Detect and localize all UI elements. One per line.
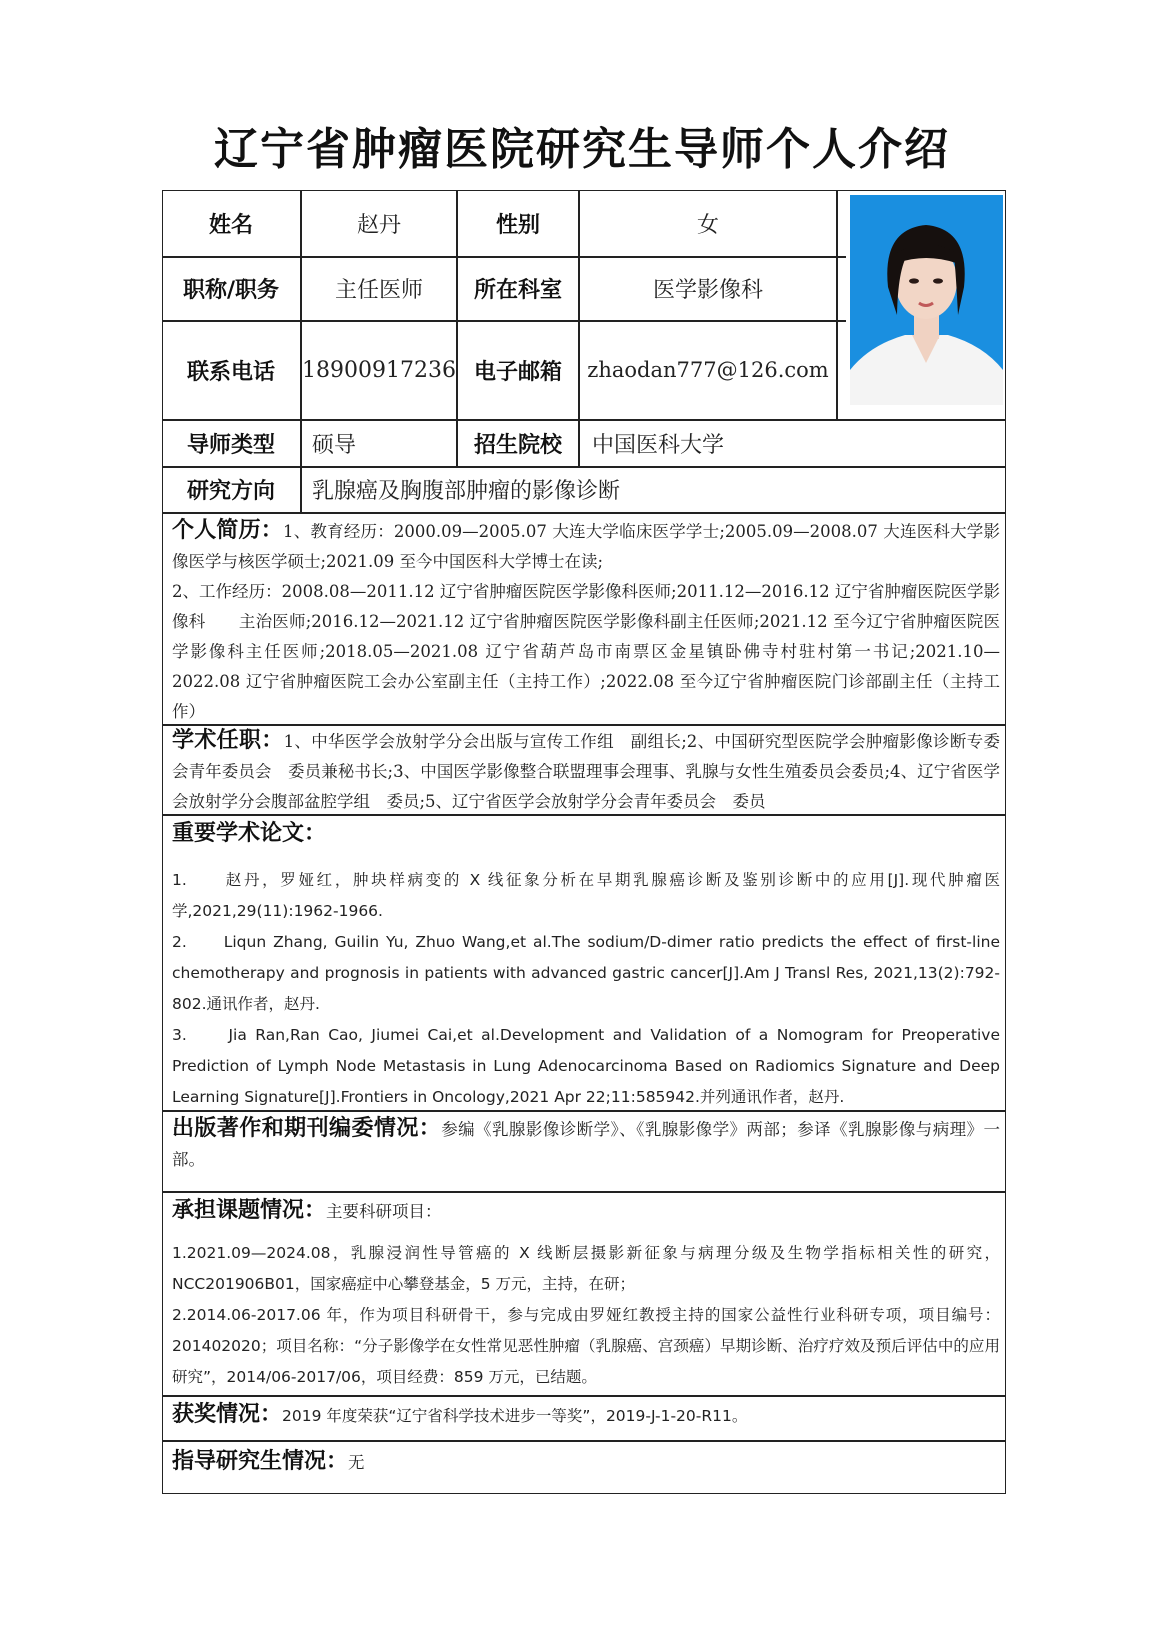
- paper-item: 1. 赵丹，罗娅红，肿块样病变的 X 线征象分析在早期乳腺癌诊断及鉴别诊断中的应用[J].现代肿瘤医学,2021,29(11):1962-1966.: [172, 871, 1000, 920]
- job-title-label: 职称/职务: [182, 278, 280, 303]
- phone-label: 联系电话: [186, 359, 275, 385]
- awards-heading: 获奖情况：: [172, 1402, 283, 1427]
- row-divider: [162, 512, 1006, 514]
- papers-heading: 重要学术论文：: [172, 821, 327, 846]
- projects-heading: 承担课题情况：: [172, 1198, 327, 1223]
- job-title-value: 主任医师: [334, 278, 423, 303]
- paper-item: 3. Jia Ran,Ran Cao, Jiumei Cai,et al.Development and Validation of a Nomogram for Preoperative Prediction of Lymph Node Metastasis in Lung Adenocarcinoma Based on Radiomics Signature and Deep Learning Signature[J].Frontiers in Oncology,2021 Apr 22;11:585942.并列通讯作者，赵丹.: [172, 1026, 1000, 1106]
- projects-intro: 主要科研项目：: [326, 1202, 442, 1221]
- research-direction-label: 研究方向: [186, 479, 275, 504]
- project-item: 1.2021.09—2024.08，乳腺浸润性导管癌的 X 线断层摄影新征象与病理分级及生物学指标相关性的研究，NCC201906B01，国家癌症中心攀登基金，5 万元，主持，在研；: [172, 1244, 1000, 1293]
- books-section: [172, 1114, 1000, 1175]
- resume-work: 2、工作经历：2008.08—2011.12 辽宁省肿瘤医院医学影像科医师;2011.12—2016.12 辽宁省肿瘤医院医学影像科 主治医师;2016.12—2021.12 辽宁省肿瘤医院医学影像科副主任医师;2021.12 至今辽宁省肿瘤医院医学影像科主任医师;2018.05—2021.08 辽宁省葫芦岛市南票区金星镇卧佛寺村驻村第一书记;2021.10—2022.08 辽宁省肿瘤医院工会办公室副主任（主持工作）;2022.08 至今辽宁省肿瘤医院门诊部副主任（主持工作）: [172, 582, 1000, 721]
- gender-label: 性别: [495, 212, 540, 238]
- gender-value: 女: [696, 212, 719, 238]
- portrait-photo: [850, 195, 1003, 405]
- department-label: 所在科室: [473, 278, 562, 303]
- mentor-type-label: 导师类型: [186, 432, 275, 458]
- email-value: zhaodan777@126.com: [587, 358, 829, 382]
- project-item: 2.2014.06-2017.06 年，作为项目科研骨干，参与完成由罗娅红教授主持的国家公益性行业科研专项，项目编号：201402020；项目名称：“分子影像学在女性常见恶性肿瘤（乳腺癌、宫颈癌）早期诊断、治疗疗效及预后评估中的应用研究”，2014/06-2017/06，项目经费：859 万元，已结题。: [172, 1306, 1000, 1386]
- books-heading: 出版著作和期刊编委情况：: [172, 1116, 442, 1141]
- awards-text: 2019 年度荣获“辽宁省科学技术进步一等奖”，2019-J-1-20-R11。: [282, 1407, 748, 1425]
- resume-section: [172, 516, 1000, 727]
- name-label: 姓名: [208, 212, 253, 238]
- paper-item: 2. Liqun Zhang, Guilin Yu, Zhuo Wang,et al.The sodium/D-dimer ratio predicts the effect of first-line chemotherapy and prognosis in patients with advanced gastric cancer[J].Am J Transl Res, 2021,13(2):792-802.通讯作者，赵丹.: [172, 933, 1000, 1013]
- name-value: 赵丹: [356, 212, 401, 238]
- school-label: 招生院校: [473, 432, 562, 458]
- projects-section: [172, 1195, 1000, 1393]
- papers-section: [172, 818, 1000, 1113]
- row-divider: [162, 1191, 1006, 1193]
- students-heading: 指导研究生情况：: [172, 1449, 349, 1474]
- academic-heading: 学术任职：: [172, 728, 284, 753]
- column-divider: [836, 190, 838, 419]
- books-text: 参编《乳腺影像诊断学》、《乳腺影像学》两部；参译《乳腺影像与病理》一部。: [172, 1120, 1000, 1169]
- research-direction-value: 乳腺癌及胸腹部肿瘤的影像诊断: [312, 479, 621, 504]
- students-section: [172, 1447, 1000, 1478]
- portrait-image: [850, 195, 1003, 405]
- mentor-type-value: 硕导: [312, 432, 357, 458]
- page-title: 辽宁省肿瘤医院研究生导师个人介绍: [214, 124, 950, 175]
- phone-value: 18900917236: [302, 357, 456, 383]
- row-divider: [162, 1395, 1006, 1397]
- row-divider: [162, 1440, 1006, 1442]
- academic-section: [172, 726, 1000, 817]
- email-label: 电子邮箱: [473, 359, 562, 385]
- department-value: 医学影像科: [652, 278, 763, 303]
- school-value: 中国医科大学: [592, 432, 725, 458]
- resume-education: 1、教育经历：2000.09—2005.07 大连大学临床医学学士;2005.09—2008.07 大连医科大学影像医学与核医学硕士;2021.09 至今中国医科大学博士在读;: [172, 522, 1000, 571]
- awards-section: [172, 1400, 1000, 1431]
- resume-heading: 个人简历：: [172, 518, 284, 543]
- academic-text: 1、中华医学会放射学分会出版与宣传工作组 副组长;2、中国研究型医院学会肿瘤影像诊断专委会青年委员会 委员兼秘书长;3、中国医学影像整合联盟理事会理事、乳腺与女性生殖委员会委员;4、辽宁省医学会放射学分会腹部盆腔学组 委员;5、辽宁省医学会放射学分会青年委员会 委员: [172, 732, 1000, 811]
- students-text: 无: [348, 1453, 365, 1472]
